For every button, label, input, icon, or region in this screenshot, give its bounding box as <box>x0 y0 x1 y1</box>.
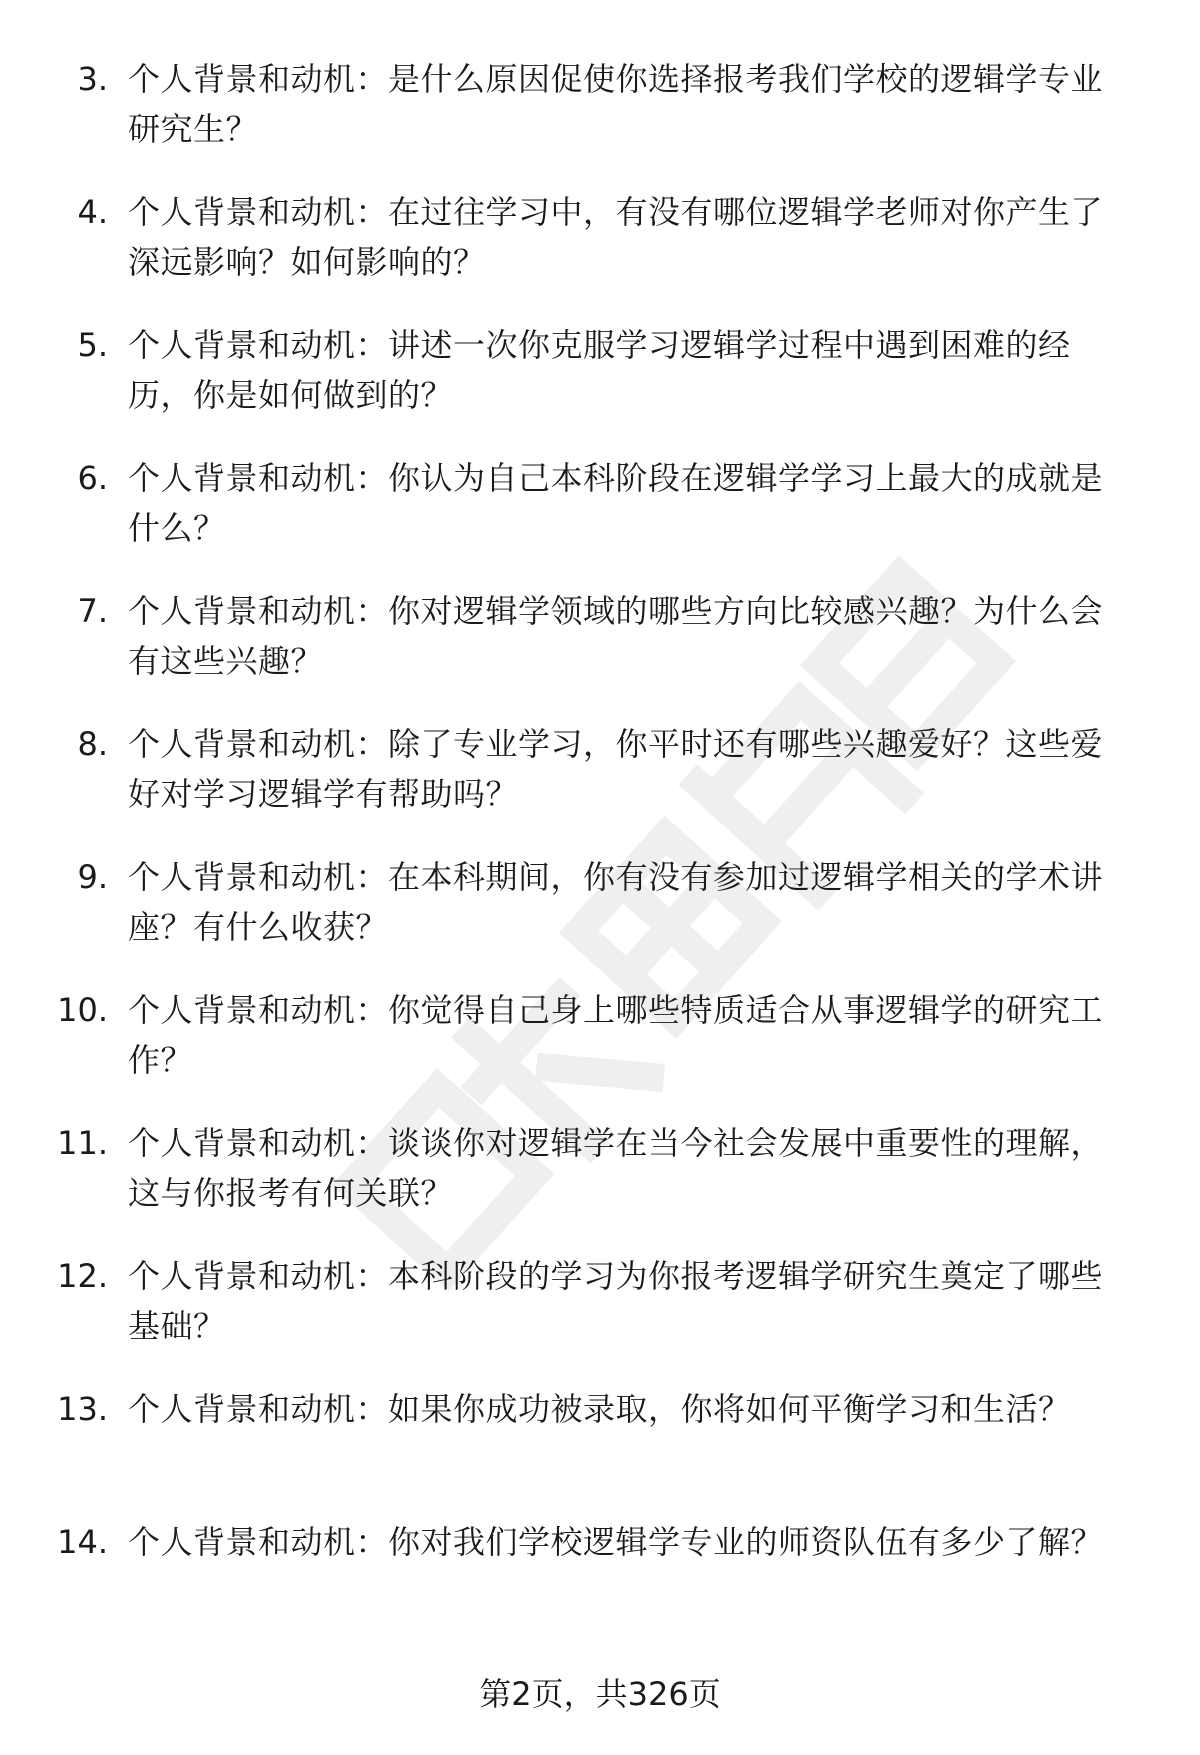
item-number: 4. <box>77 193 108 231</box>
item-text: 个人背景和动机：除了专业学习，你平时还有哪些兴趣爱好？这些爱好对学习逻辑学有帮助吗？ <box>128 725 1104 813</box>
item-number: 5. <box>77 326 108 364</box>
list-item <box>0 719 1200 819</box>
item-number: 3. <box>77 60 108 98</box>
item-text: 个人背景和动机：谈谈你对逻辑学在当今社会发展中重要性的理解，这与你报考有何关联？ <box>128 1124 1104 1212</box>
item-number: 13. <box>57 1390 108 1428</box>
item-text: 个人背景和动机：你认为自己本科阶段在逻辑学学习上最大的成就是什么？ <box>128 459 1104 547</box>
list-item <box>0 586 1200 686</box>
list-item <box>0 985 1200 1085</box>
item-text: 个人背景和动机：你对逻辑学领域的哪些方向比较感兴趣？为什么会有这些兴趣？ <box>128 592 1104 680</box>
item-text: 个人背景和动机：你觉得自己身上哪些特质适合从事逻辑学的研究工作？ <box>128 991 1104 1079</box>
list-item <box>0 54 1200 154</box>
item-number: 6. <box>77 459 108 497</box>
item-number: 11. <box>57 1124 108 1162</box>
item-number: 14. <box>57 1523 108 1561</box>
list-item <box>0 453 1200 553</box>
page-footer: 第2页，共326页 <box>479 1675 721 1713</box>
list-item <box>0 1517 1200 1617</box>
list-item <box>0 320 1200 420</box>
item-text: 个人背景和动机：如果你成功被录取，你将如何平衡学习和生活？ <box>128 1390 1071 1428</box>
item-text: 个人背景和动机：讲述一次你克服学习逻辑学过程中遇到困难的经历，你是如何做到的？ <box>128 326 1071 414</box>
question-list <box>0 54 1200 1650</box>
item-number: 12. <box>57 1257 108 1295</box>
item-number: 7. <box>77 592 108 630</box>
list-item <box>0 1384 1200 1484</box>
item-text: 个人背景和动机：在过往学习中，有没有哪位逻辑学老师对你产生了深远影响？如何影响的？ <box>128 193 1104 281</box>
list-item <box>0 852 1200 952</box>
item-text: 个人背景和动机：在本科期间，你有没有参加过逻辑学相关的学术讲座？有什么收获？ <box>128 858 1104 946</box>
list-item <box>0 187 1200 287</box>
list-item <box>0 1118 1200 1218</box>
item-number: 10. <box>57 991 108 1029</box>
item-text: 个人背景和动机：是什么原因促使你选择报考我们学校的逻辑学专业研究生？ <box>128 60 1104 148</box>
item-number: 9. <box>77 858 108 896</box>
item-text: 个人背景和动机：本科阶段的学习为你报考逻辑学研究生奠定了哪些基础？ <box>128 1257 1104 1345</box>
list-item <box>0 1251 1200 1351</box>
item-text: 个人背景和动机：你对我们学校逻辑学专业的师资队伍有多少了解？ <box>128 1523 1104 1561</box>
item-number: 8. <box>77 725 108 763</box>
